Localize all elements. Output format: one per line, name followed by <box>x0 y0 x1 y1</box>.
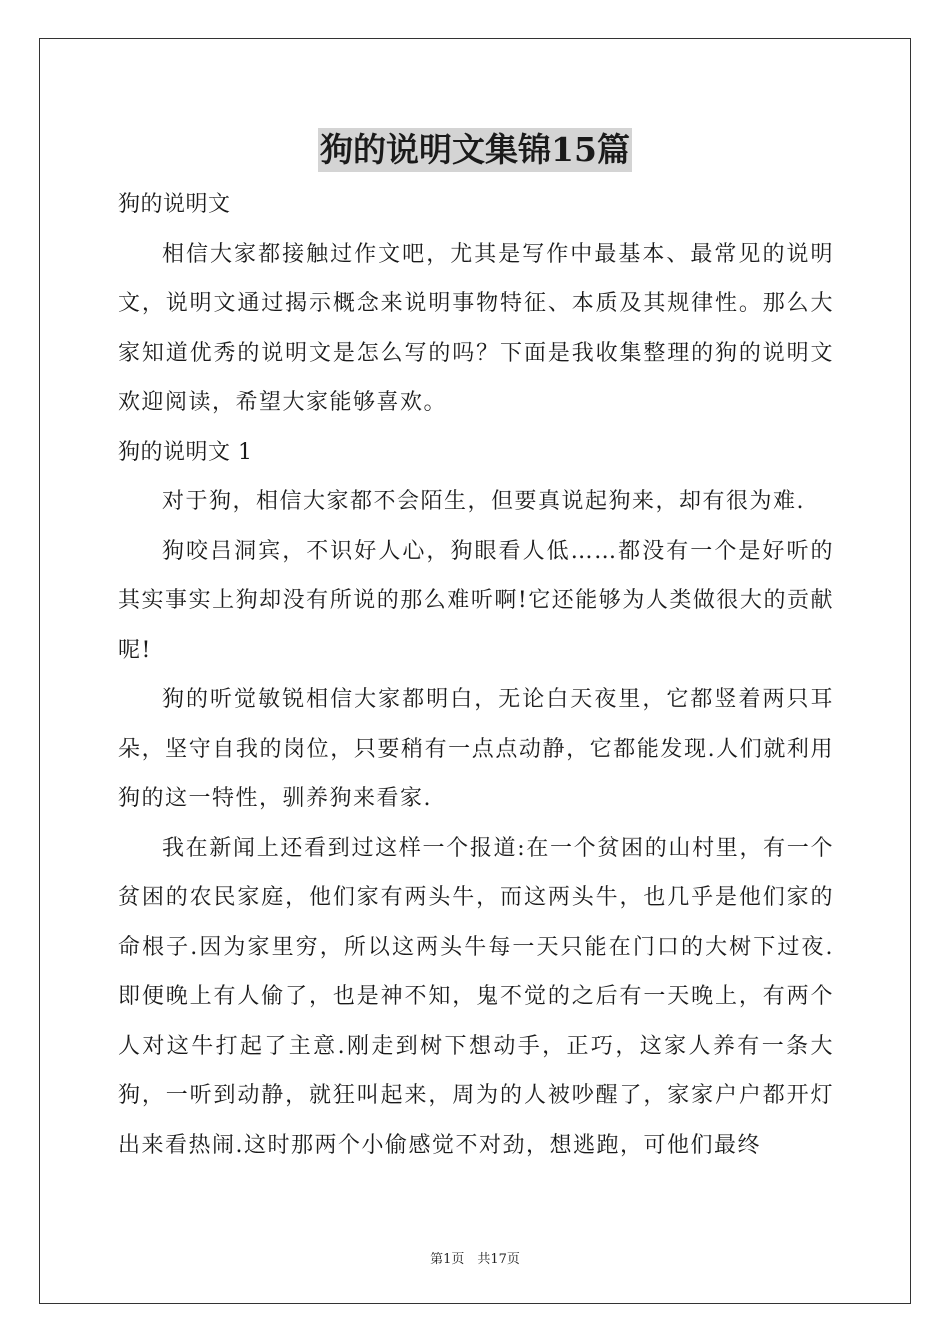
title-wrap <box>0 128 950 172</box>
paragraph: 我在新闻上还看到过这样一个报道:在一个贫困的山村里，有一个贫困的农民家庭，他们家有两头牛，而这两头牛，也几乎是他们家的命根子.因为家里穷，所以这两头牛每一天只能在门口的大树下过夜.即便晚上有人偷了，也是神不知，鬼不觉的之后有一天晚上，有两个人对这牛打起了主意.刚走到树下想动手，正巧，这家人养有一条大狗，一听到动静，就狂叫起来，周为的人被吵醒了，家家户户都开灯出来看热闹.这时那两个小偷感觉不对劲，想逃跑，可他们最终 <box>118 835 834 1158</box>
paragraph: 对于狗，相信大家都不会陌生，但要真说起狗来，却有很为难. <box>162 489 805 514</box>
paragraph: 相信大家都接触过作文吧，尤其是写作中最基本、最常见的说明文，说明文通过揭示概念来说明事物特征、本质及其规律性。那么大家知道优秀的说明文是怎么写的吗？下面是我收集整理的狗的说明文欢迎阅读，希望大家能够喜欢。 <box>118 241 834 415</box>
page-footer: 第1页 共17页 <box>430 1252 520 1267</box>
document-title: 狗的说明文集锦15篇 <box>318 128 632 172</box>
section-heading: 狗的说明文 <box>118 192 231 217</box>
paragraph: 狗咬吕洞宾，不识好人心，狗眼看人低……都没有一个是好听的其实事实上狗却没有所说的那么难听啊!它还能够为人类做很大的贡献呢! <box>118 538 834 663</box>
document-body <box>118 180 834 1170</box>
paragraph: 狗的听觉敏锐相信大家都明白，无论白天夜里，它都竖着两只耳朵，坚守自我的岗位，只要稍有一点点动静，它都能发现.人们就利用狗的这一特性，驯养狗来看家. <box>118 687 834 811</box>
section-heading: 狗的说明文 1 <box>118 439 253 465</box>
